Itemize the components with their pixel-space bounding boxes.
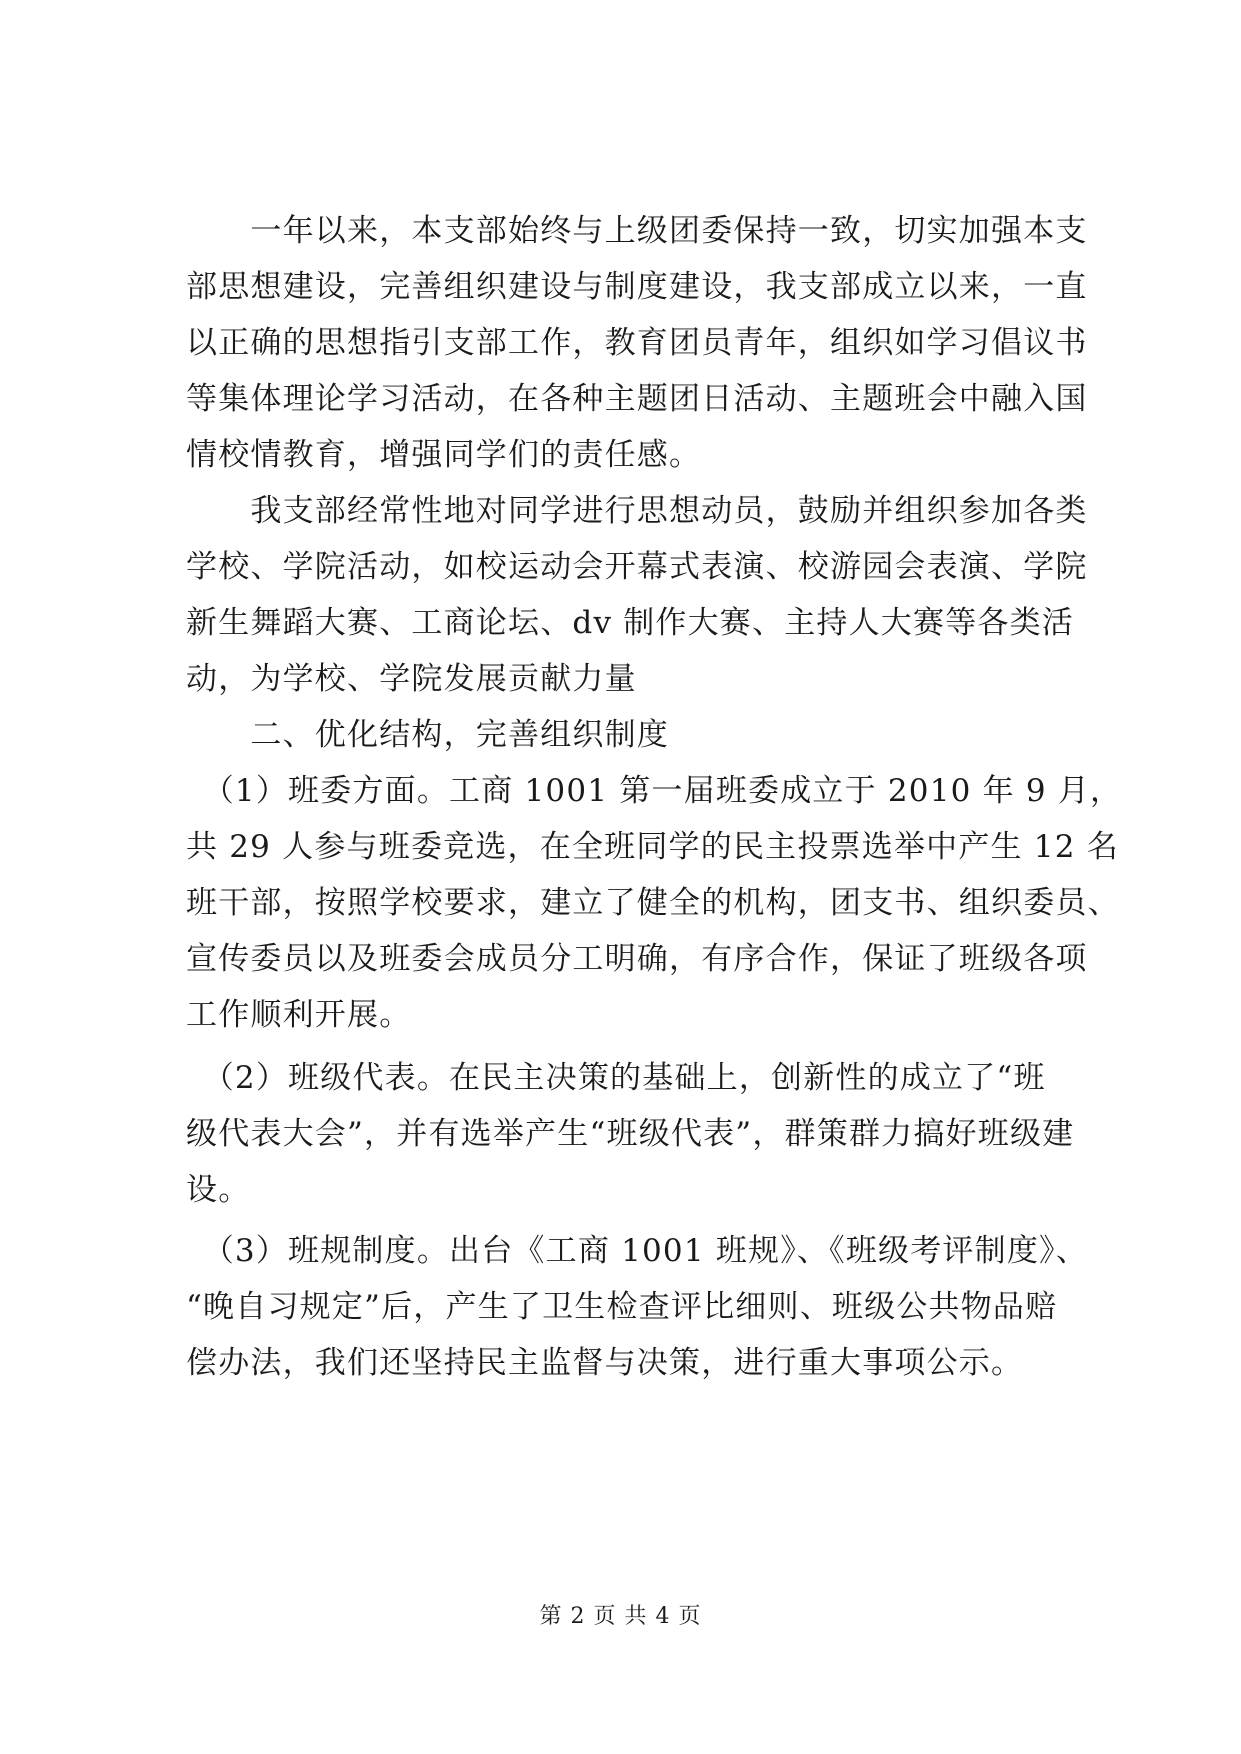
body-line: 我支部经常性地对同学进行思想动员，鼓励并组织参加各类 (186, 493, 1088, 529)
page-number-footer: 第 2 页 共 4 页 (539, 1604, 702, 1629)
body-line: 以正确的思想指引支部工作，教育团员青年，组织如学习倡议书 (186, 325, 1088, 361)
body-line: 宣传委员以及班委会成员分工明确，有序合作，保证了班级各项 (186, 941, 1088, 977)
body-line: 班干部，按照学校要求，建立了健全的机构，团支书、组织委员、 (186, 885, 1120, 921)
body-line: 情校情教育，增强同学们的责任感。 (186, 437, 702, 473)
body-line: （1）班委方面。工商 1001 第一届班委成立于 2010 年 9 月， (186, 773, 1123, 809)
body-line: 动，为学校、学院发展贡献力量 (186, 661, 637, 697)
body-line: 工作顺利开展。 (186, 997, 412, 1033)
body-line: 偿办法，我们还坚持民主监督与决策，进行重大事项公示。 (186, 1345, 1024, 1381)
body-line: 级代表大会”，并有选举产生“班级代表”，群策群力搞好班级建 (186, 1116, 1075, 1152)
body-line: “晚自习规定”后，产生了卫生检查评比细则、班级公共物品赔 (186, 1289, 1058, 1325)
body-line: 设。 (186, 1172, 251, 1208)
body-line: 部思想建设，完善组织建设与制度建设，我支部成立以来，一直 (186, 269, 1088, 305)
body-line: （2）班级代表。在民主决策的基础上，创新性的成立了“班 (186, 1060, 1046, 1096)
body-line: 学校、学院活动，如校运动会开幕式表演、校游园会表演、学院 (186, 549, 1088, 585)
body-line: 新生舞蹈大赛、工商论坛、dv 制作大赛、主持人大赛等各类活 (186, 605, 1075, 641)
section-heading: 二、优化结构，完善组织制度 (186, 717, 669, 753)
body-line: 等集体理论学习活动，在各种主题团日活动、主题班会中融入国 (186, 381, 1088, 417)
body-line: 共 29 人参与班委竞选，在全班同学的民主投票选举中产生 12 名 (186, 829, 1119, 865)
body-line: 一年以来，本支部始终与上级团委保持一致，切实加强本支 (186, 213, 1088, 249)
body-line: （3）班规制度。出台《工商 1001 班规》、《班级考评制度》、 (186, 1233, 1088, 1269)
